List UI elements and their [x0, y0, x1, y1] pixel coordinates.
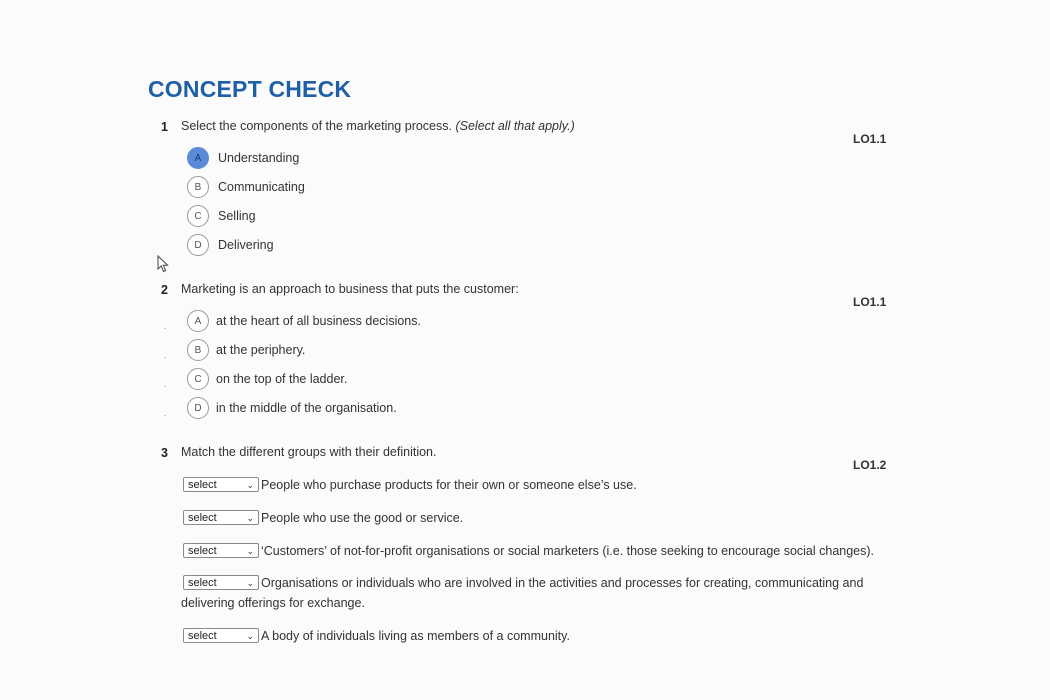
option-label: on the top of the ladder.: [216, 372, 348, 386]
match-row: [181, 626, 881, 646]
match-select-3[interactable]: [183, 543, 259, 558]
question-3-learning-objective: LO1.2: [853, 458, 887, 472]
option-letter-badge[interactable]: C: [187, 368, 209, 390]
select-value: select: [188, 629, 217, 642]
page-title: CONCEPT CHECK: [148, 76, 352, 102]
question-1-option-b[interactable]: [187, 176, 305, 198]
question-3-number: 3: [161, 446, 168, 460]
question-1-text: [181, 119, 575, 133]
match-select-5[interactable]: [183, 628, 259, 643]
option-letter-badge[interactable]: B: [187, 176, 209, 198]
match-row: [181, 573, 871, 613]
question-1-option-c[interactable]: [187, 205, 256, 227]
question-2-option-b[interactable]: [187, 339, 305, 361]
match-row: [181, 475, 881, 495]
match-row: [181, 541, 881, 561]
match-select-4[interactable]: [183, 575, 259, 590]
chevron-down-icon: ⌄: [246, 630, 254, 641]
option-label: in the middle of the organisation.: [216, 401, 397, 415]
margin-mark: [164, 386, 166, 387]
question-1-learning-objective: LO1.1: [853, 132, 887, 146]
question-2-option-d[interactable]: [187, 397, 397, 419]
question-1-hint: (Select all that apply.): [455, 119, 575, 133]
chevron-down-icon: ⌄: [246, 479, 254, 490]
question-1-option-a[interactable]: [187, 147, 299, 169]
option-letter-badge[interactable]: D: [187, 234, 209, 256]
question-1-prompt: Select the components of the marketing process.: [181, 119, 452, 133]
option-label: Selling: [218, 209, 256, 223]
option-letter-badge[interactable]: B: [187, 339, 209, 361]
question-2-text: Marketing is an approach to business that puts the customer:: [181, 282, 519, 296]
match-select-2[interactable]: [183, 510, 259, 525]
margin-mark: [164, 415, 166, 416]
option-label: Communicating: [218, 180, 305, 194]
match-definition: A body of individuals living as members of a community.: [261, 629, 570, 643]
option-label: Understanding: [218, 151, 300, 165]
question-1-option-d[interactable]: [187, 234, 274, 256]
match-definition: People who purchase products for their own or someone else’s use.: [261, 478, 637, 492]
option-label: at the periphery.: [216, 343, 306, 357]
question-2-number: 2: [161, 283, 168, 297]
match-row: [181, 508, 881, 528]
select-value: select: [188, 544, 217, 557]
option-letter-badge[interactable]: C: [187, 205, 209, 227]
match-definition: Organisations or individuals who are involved in the activities and processes for creating, communicating and delivering offerings for exchange.: [181, 576, 864, 610]
option-label: at the heart of all business decisions.: [216, 314, 421, 328]
option-label: Delivering: [218, 238, 274, 252]
chevron-down-icon: ⌄: [246, 545, 254, 556]
select-value: select: [188, 511, 217, 524]
question-2-learning-objective: LO1.1: [853, 295, 887, 309]
option-letter-badge[interactable]: A: [187, 147, 209, 169]
option-letter-badge[interactable]: A: [187, 310, 209, 332]
option-letter-badge[interactable]: D: [187, 397, 209, 419]
question-3-text: Match the different groups with their definition.: [181, 445, 437, 459]
select-value: select: [188, 576, 217, 589]
question-2-option-a[interactable]: [187, 310, 421, 332]
match-definition: ‘Customers’ of not-for-profit organisations or social marketers (i.e. those seeking to encourage social changes).: [261, 544, 875, 558]
match-definition: People who use the good or service.: [261, 511, 464, 525]
margin-mark: [164, 357, 166, 358]
chevron-down-icon: ⌄: [246, 512, 254, 523]
margin-mark: [164, 328, 166, 329]
chevron-down-icon: ⌄: [246, 577, 254, 588]
mouse-pointer-icon: [157, 255, 171, 273]
question-2-option-c[interactable]: [187, 368, 347, 390]
match-select-1[interactable]: [183, 477, 259, 492]
select-value: select: [188, 478, 217, 491]
question-1-number: 1: [161, 120, 168, 134]
